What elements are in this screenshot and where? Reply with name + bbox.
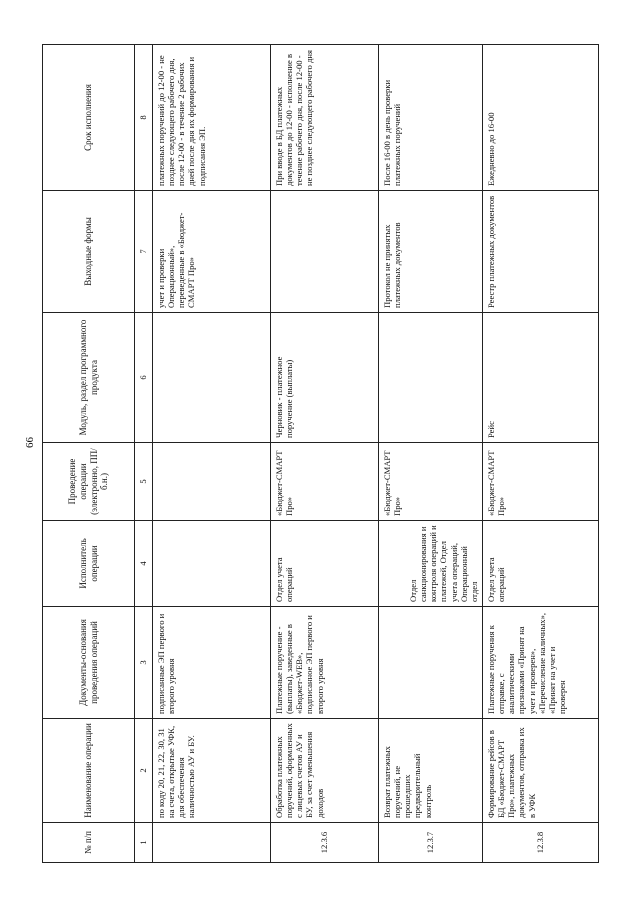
executor: [153, 521, 271, 607]
output-forms: Протокол не принятых платежных документов: [379, 191, 483, 313]
executor: Отдел учета операций: [271, 521, 379, 607]
operations-table-sheet: [42, 45, 598, 863]
operations-table: [42, 44, 599, 863]
output-forms: [271, 191, 379, 313]
operation-name: по коду 20, 21, 22, 30, 31 на счета, открытые УФК, для обеспечения наличностью АУ и БУ.: [153, 719, 271, 823]
row-number: [153, 823, 271, 863]
deadline: Ежедневно до 16-00: [483, 45, 599, 191]
table-row: [379, 45, 483, 863]
row-number: 12.3.6: [271, 823, 379, 863]
header-cell: Выходные формы: [43, 191, 135, 313]
column-number: 7: [135, 191, 153, 313]
deadline: После 16-00 в день проверки платежных поручений: [379, 45, 483, 191]
executor: Отдел санкционирования и контроля операций и платежей, Отдел учета операций, Операционный отдел: [379, 521, 483, 607]
header-cell: Исполнитель операции: [43, 521, 135, 607]
header-cell: Модуль, раздел программного продукта: [43, 313, 135, 443]
column-number: 8: [135, 45, 153, 191]
column-number: 3: [135, 607, 153, 719]
header-cell: Срок исполнения: [43, 45, 135, 191]
column-number: 5: [135, 443, 153, 521]
basis-documents: подписанные ЭП первого и второго уровня: [153, 607, 271, 719]
operation-name: Возврат платежных поручений, не прошедших предварительный контроль: [379, 719, 483, 823]
column-number: 2: [135, 719, 153, 823]
conduct-method: «Бюджет-СМАРТ Про»: [483, 443, 599, 521]
table-header-row: [43, 45, 135, 863]
deadline: платежных поручений до 12-00 - не позднее следующего рабочего дня, после 12-00 - в течение 2 рабочих дней после дня их формирования и подписания ЭП.: [153, 45, 271, 191]
conduct-method: «Бюджет-СМАРТ Про»: [379, 443, 483, 521]
software-module: [379, 313, 483, 443]
operation-name: Обработка платежных поручений, оформленных с лицевых счетов АУ и БУ, за счет уменьшения доходов: [271, 719, 379, 823]
column-number: 6: [135, 313, 153, 443]
header-cell: Проведение операции (электронно, ПП/б.н.): [43, 443, 135, 521]
table-row: [271, 45, 379, 863]
executor: Отдел учета операций: [483, 521, 599, 607]
column-number: 1: [135, 823, 153, 863]
table-row: [153, 45, 271, 863]
column-number-row: [135, 45, 153, 863]
software-module: [153, 313, 271, 443]
software-module: Рейс: [483, 313, 599, 443]
header-cell: Наименование операции: [43, 719, 135, 823]
column-number: 4: [135, 521, 153, 607]
deadline: При вводе в БД платежных документов до 12-00 - исполнение в течение рабочего дня, после 12-00 - не позднее следующего рабочего дня: [271, 45, 379, 191]
basis-documents: Платежные поручение - (выплаты), заведенные в «Бюджет-WEB», подписанное ЭП первого и второго уровня: [271, 607, 379, 719]
header-cell: Документы-основания проведения операций: [43, 607, 135, 719]
page-number: 66: [24, 437, 36, 448]
row-number: 12.3.8: [483, 823, 599, 863]
output-forms: учет и проверки Операционный», переведенные в «Бюджет-СМАРТ Про»: [153, 191, 271, 313]
basis-documents: [379, 607, 483, 719]
operation-name: Формирование рейсов в БД «Бюджет-СМАРТ Про», платежных документов, отправка их в УФК: [483, 719, 599, 823]
basis-documents: Платежные поручения к отправке, с аналитическими признаками «Принят на учет и проверен», «Перечисление наличных», «Принят на учет и проверен: [483, 607, 599, 719]
conduct-method: «Бюджет-СМАРТ Про»: [271, 443, 379, 521]
header-cell: № п/п: [43, 823, 135, 863]
software-module: Черновик - платежное поручение (выплаты): [271, 313, 379, 443]
conduct-method: [153, 443, 271, 521]
row-number: 12.3.7: [379, 823, 483, 863]
output-forms: Реестр платежных документов: [483, 191, 599, 313]
table-row: [483, 45, 599, 863]
